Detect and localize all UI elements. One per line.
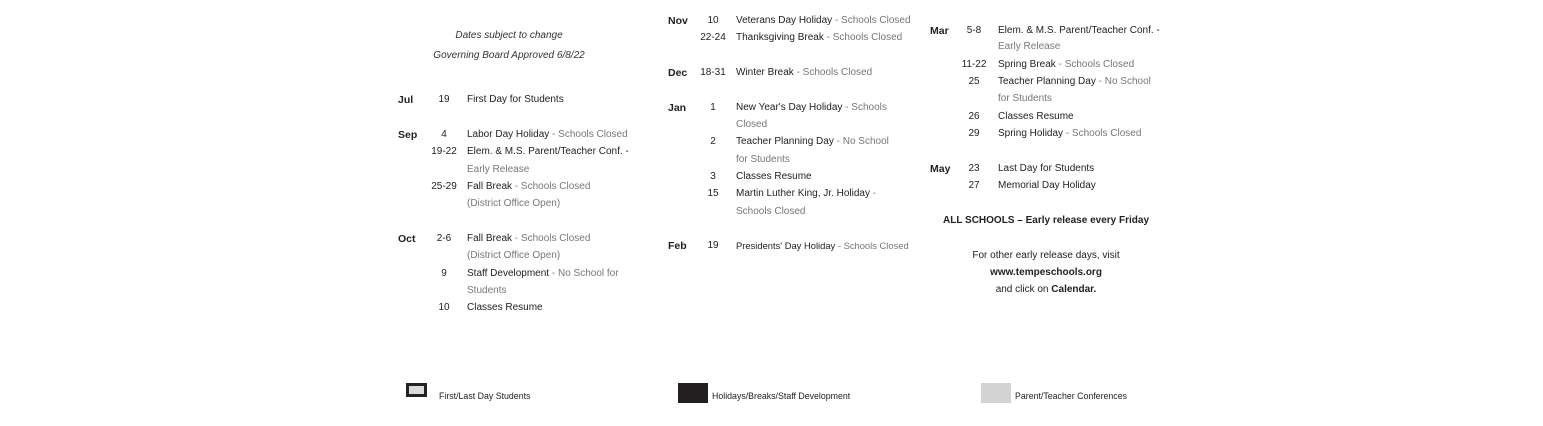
event-subtitle: (District Office Open) [467, 250, 561, 261]
month-jan: Jan [668, 102, 687, 114]
day-number: 23 [968, 163, 980, 174]
event-title: Labor Day Holiday - Schools Closed [467, 129, 628, 140]
event-subtitle: Early Release [998, 41, 1061, 52]
event-subtitle: (District Office Open) [467, 198, 561, 209]
legend-swatch-first-last [406, 383, 427, 397]
day-number: 29 [968, 128, 980, 139]
calendar-link[interactable]: Calendar. [1051, 284, 1097, 295]
event-title: First Day for Students [467, 94, 564, 105]
month-sep: Sep [398, 129, 418, 141]
board-approved-note: Governing Board Approved 6/8/22 [433, 50, 585, 61]
event-subtitle: for Students [736, 154, 790, 165]
event-title: Teacher Planning Day - No School [998, 76, 1151, 87]
month-jul: Jul [398, 94, 414, 106]
event-title: Staff Development - No School for [467, 268, 619, 279]
event-title: Presidents' Day Holiday - Schools Closed [736, 240, 909, 251]
day-number: 19 [707, 240, 719, 251]
day-number: 18-31 [700, 67, 726, 78]
event-subtitle: Students [467, 285, 507, 296]
dates-note: Dates subject to change [455, 30, 563, 41]
event-title: Veterans Day Holiday - Schools Closed [736, 15, 911, 26]
day-number: 27 [968, 180, 980, 191]
day-number: 11-22 [961, 59, 987, 70]
legend-swatch-holidays [678, 383, 708, 403]
legend-label: First/Last Day Students [439, 391, 531, 401]
day-number: 15 [707, 188, 719, 199]
event-title: Elem. & M.S. Parent/Teacher Conf. - [467, 146, 629, 157]
event-title: Fall Break - Schools Closed [467, 181, 591, 192]
event-title: Memorial Day Holiday [998, 180, 1096, 191]
day-number: 9 [441, 268, 447, 279]
event-title: Classes Resume [998, 111, 1074, 122]
event-title: Classes Resume [467, 302, 543, 313]
day-number: 19 [438, 94, 450, 105]
event-subtitle: Schools Closed [736, 206, 806, 217]
event-title: Winter Break - Schools Closed [736, 67, 873, 78]
day-number: 10 [707, 15, 719, 26]
event-title: Spring Holiday - Schools Closed [998, 128, 1142, 139]
day-number: 4 [441, 129, 447, 140]
all-schools-note: ALL SCHOOLS – Early release every Friday [942, 215, 1150, 226]
month-dec: Dec [668, 67, 688, 79]
month-feb: Feb [668, 240, 687, 252]
month-may: May [930, 163, 951, 175]
day-number: 25-29 [431, 181, 457, 192]
event-title: Spring Break - Schools Closed [998, 59, 1135, 70]
day-number: 5-8 [966, 25, 982, 36]
event-subtitle: Closed [736, 119, 768, 130]
event-subtitle: for Students [998, 93, 1052, 104]
day-number: 26 [968, 111, 980, 122]
day-number: 10 [438, 302, 450, 313]
day-number: 2-6 [436, 233, 452, 244]
day-number: 25 [968, 76, 980, 87]
website-link[interactable]: www.tempeschools.org [990, 267, 1102, 278]
day-number: 22-24 [700, 32, 726, 43]
event-title: Last Day for Students [998, 163, 1095, 174]
event-title: Fall Break - Schools Closed [467, 233, 591, 244]
event-title: Elem. & M.S. Parent/Teacher Conf. - [998, 25, 1160, 36]
event-title: New Year's Day Holiday - Schools [736, 102, 887, 113]
legend-label: Parent/Teacher Conferences [1015, 391, 1127, 401]
visit-note: For other early release days, visit [972, 250, 1120, 261]
event-title: Martin Luther King, Jr. Holiday - [736, 188, 877, 199]
event-title: Thanksgiving Break - Schools Closed [736, 32, 903, 43]
event-title: Teacher Planning Day - No School [736, 136, 889, 147]
legend-swatch-conferences [981, 383, 1011, 403]
event-title: Classes Resume [736, 171, 812, 182]
legend-label: Holidays/Breaks/Staff Development [712, 391, 851, 401]
event-subtitle: Early Release [467, 164, 530, 175]
day-number: 19-22 [431, 146, 457, 157]
month-nov: Nov [668, 15, 688, 27]
day-number: 1 [710, 102, 716, 113]
month-mar: Mar [930, 25, 949, 37]
day-number: 2 [710, 136, 716, 147]
day-number: 3 [710, 171, 716, 182]
month-oct: Oct [398, 233, 416, 245]
calendar-instruction: and click on Calendar. [995, 284, 1097, 295]
